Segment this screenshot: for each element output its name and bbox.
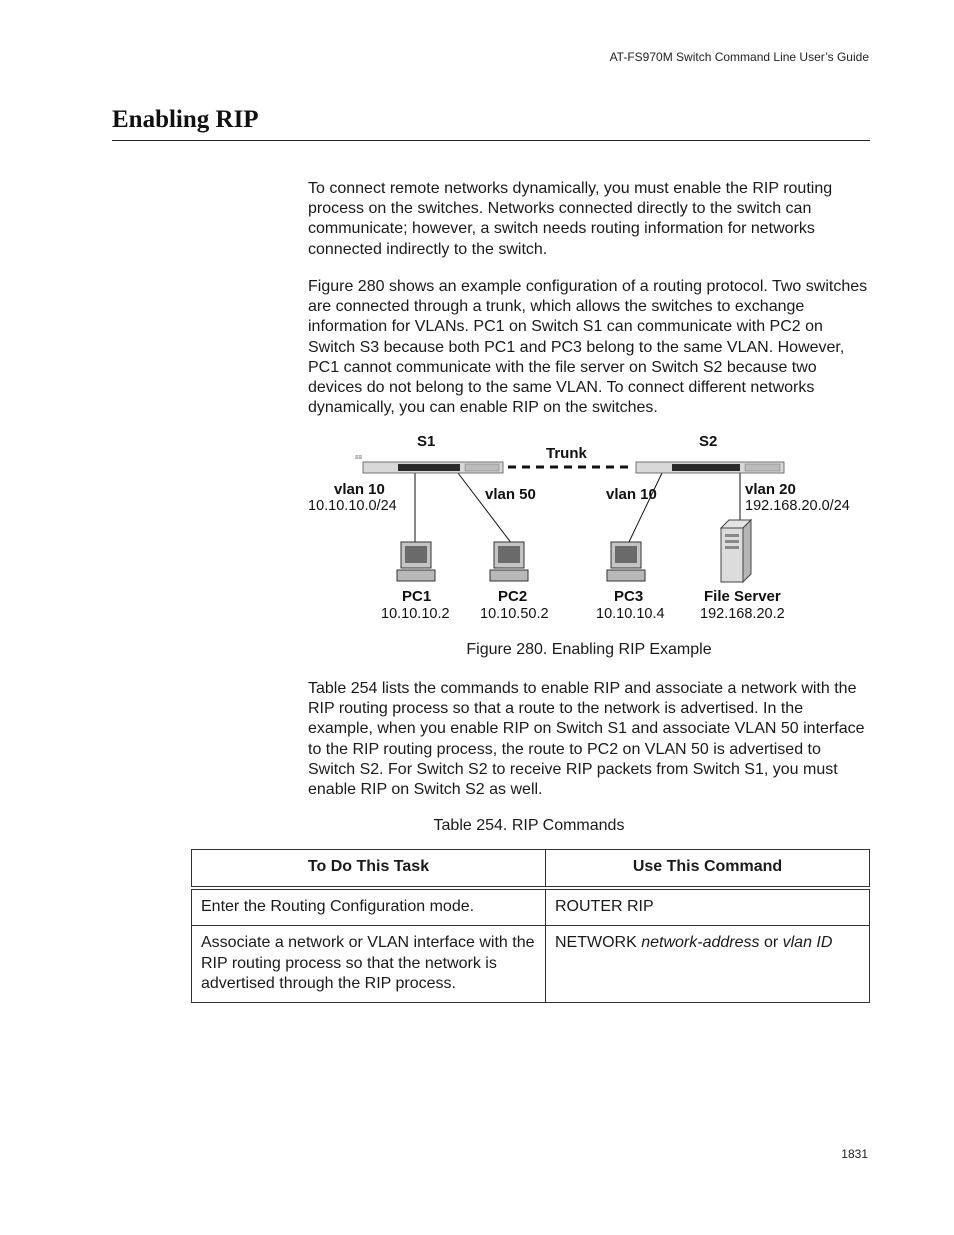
vlan-left-network: 10.10.10.0/24 bbox=[308, 498, 397, 514]
command-or: or bbox=[759, 934, 783, 952]
vlan-50-label: vlan 50 bbox=[485, 486, 536, 503]
pc2-ip: 10.10.50.2 bbox=[480, 606, 549, 622]
switch-s2-icon bbox=[636, 462, 784, 473]
table-row bbox=[192, 926, 870, 1003]
pc1-ip: 10.10.10.2 bbox=[381, 606, 450, 622]
rip-commands-table bbox=[191, 849, 870, 1003]
vlan-right-label: vlan 20 bbox=[745, 481, 796, 498]
trunk-label: Trunk bbox=[546, 445, 587, 462]
command-argument: network-address bbox=[641, 934, 760, 952]
task-cell: Enter the Routing Configuration mode. bbox=[192, 888, 546, 926]
network-diagram bbox=[300, 428, 870, 628]
pc3-ip: 10.10.10.4 bbox=[596, 606, 665, 622]
running-header: AT-FS970M Switch Command Line User’s Guide bbox=[609, 50, 869, 64]
switch-s2-label: S2 bbox=[699, 433, 718, 450]
switch-s1-label: S1 bbox=[417, 433, 436, 450]
header-task: To Do This Task bbox=[192, 850, 546, 889]
pc2-label: PC2 bbox=[498, 588, 528, 605]
file-server-icon bbox=[721, 520, 751, 582]
vlan-right-network: 192.168.20.0/24 bbox=[745, 498, 850, 514]
table-caption: Table 254. RIP Commands bbox=[433, 817, 625, 834]
intro-paragraph: To connect remote networks dynamically, you must enable the RIP routing process on the switches. Networks connected directly to the switch can communicate; however, a switch needs routing information for networks connected indirectly to the switch. bbox=[308, 180, 833, 258]
title-rule bbox=[112, 140, 870, 141]
figure-caption: Figure 280. Enabling RIP Example bbox=[466, 641, 712, 658]
header-command: Use This Command bbox=[546, 850, 870, 889]
command-cell bbox=[546, 926, 870, 1003]
svg-text:≡≡: ≡≡ bbox=[355, 455, 363, 461]
section-title: Enabling RIP bbox=[112, 106, 259, 133]
pc3-label: PC3 bbox=[614, 588, 644, 605]
page-number: 1831 bbox=[841, 1147, 868, 1161]
command-keyword: NETWORK bbox=[555, 934, 642, 952]
table-description-paragraph: Table 254 lists the commands to enable RIP and associate a network with the RIP routing process so that a route to the network is advertised. In the example, when you enable RIP on Switch S1 and associate VLAN 50 interface to the RIP routing process, the route to PC2 on VLAN 50 is advertised to Switch S2. For Switch S2 to receive RIP packets from Switch S1, you must enable RIP on Switch S2 as well. bbox=[308, 680, 865, 799]
vlan-10-s2-label: vlan 10 bbox=[606, 486, 657, 503]
file-server-ip: 192.168.20.2 bbox=[700, 606, 785, 622]
task-cell: Associate a network or VLAN interface with the RIP routing process so that the network is advertised through the RIP process. bbox=[192, 926, 546, 1003]
pc2-icon bbox=[490, 542, 528, 581]
pc3-icon bbox=[607, 542, 645, 581]
table-row bbox=[192, 888, 870, 926]
command-cell: ROUTER RIP bbox=[546, 888, 870, 926]
pc1-icon bbox=[397, 542, 435, 581]
pc1-label: PC1 bbox=[402, 588, 432, 605]
figure-description-paragraph: Figure 280 shows an example configuration of a routing protocol. Two switches are connected through a trunk, which allows the switches to exchange information for VLANs. PC1 on Switch S1 can communicate with PC2 on Switch S3 because both PC1 and PC3 belong to the same VLAN. However, PC1 cannot communicate with the file server on Switch S2 because two devices do not belong to the same VLAN. To connect different networks dynamically, you can enable RIP on the switches. bbox=[308, 278, 868, 417]
vlan-left-label: vlan 10 bbox=[334, 481, 385, 498]
command-argument: vlan ID bbox=[782, 934, 833, 952]
table-header-row bbox=[192, 850, 870, 889]
network-diagram-svg bbox=[300, 428, 870, 628]
file-server-label: File Server bbox=[704, 588, 781, 605]
link-s1-pc2 bbox=[458, 473, 512, 544]
link-s2-pc3 bbox=[628, 473, 662, 544]
switch-s1-icon bbox=[355, 455, 503, 473]
